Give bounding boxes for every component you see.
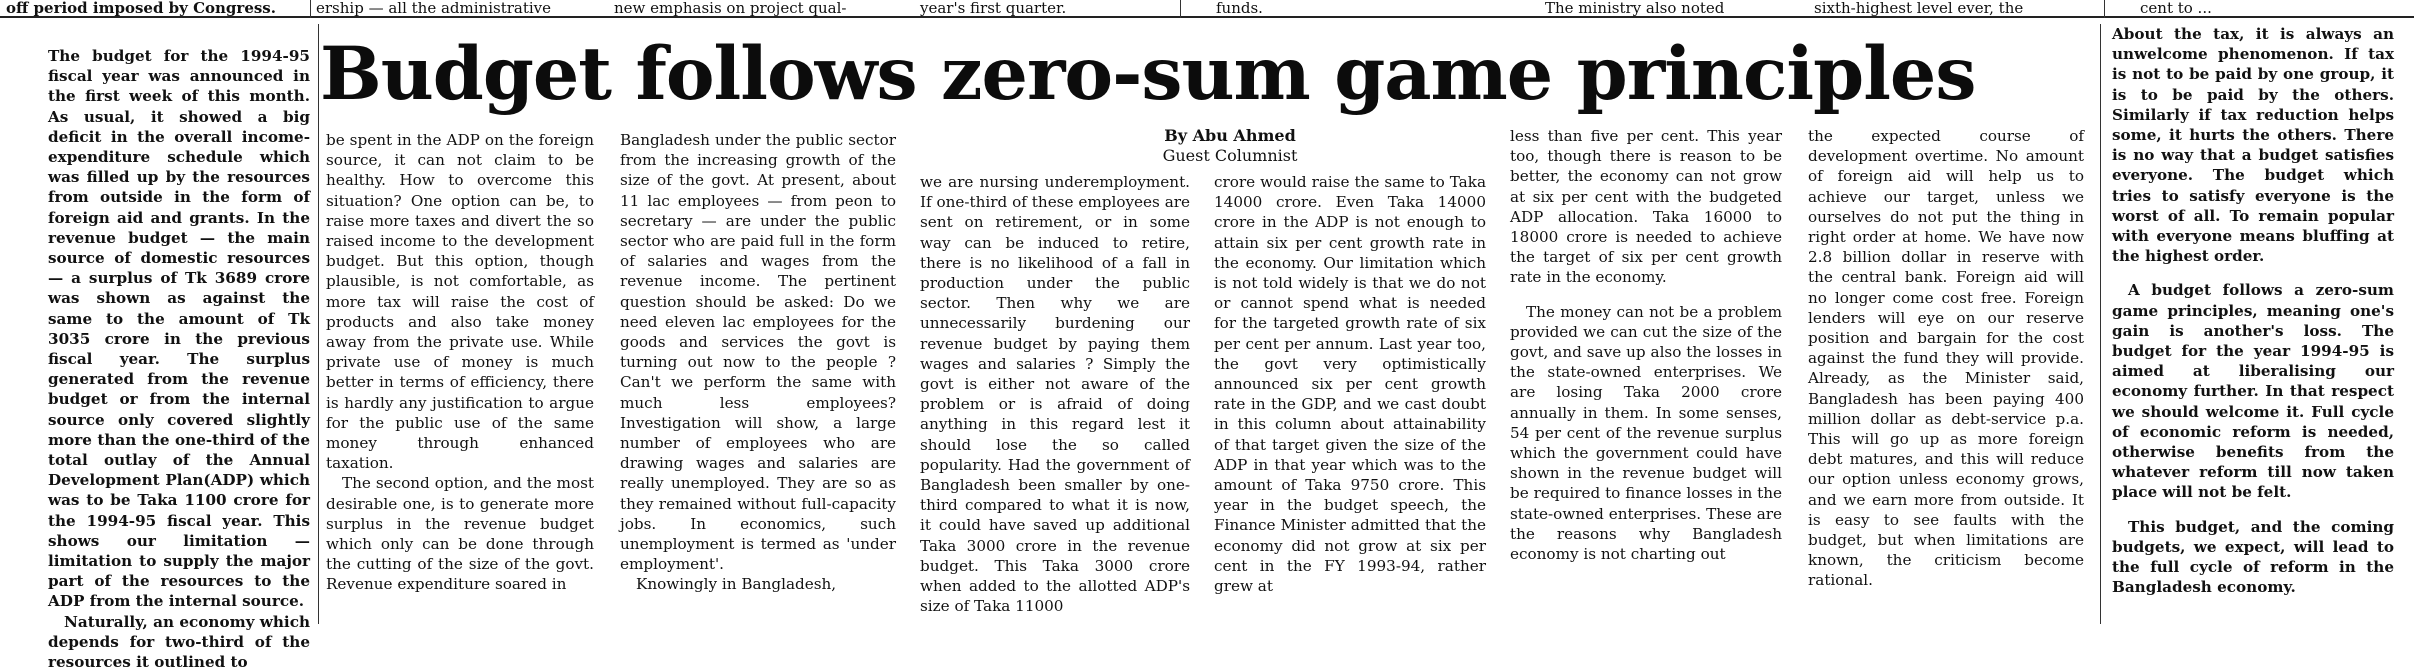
paragraph: The budget for the 1994-95 fiscal year was announced in the first week of this month. As usual, it showed a big deficit in the overall income-expenditure schedule which was filled up by the resources from outside in the form of foreign aid and grants. In the revenue budget — the main source of domestic resources — a surplus of Tk 3689 crore was shown as against the same to the amount of Tk 3035 crore in the previous fiscal year. The surplus generated from the revenue budget or from the internal source only covered slightly more than the one-third of the total outlay of the Annual Development Plan(ADP) which was to be Taka 1100 crore for the 1994-95 fiscal year. This shows our limitation — limitation to supply the major part of the resources to the ADP from the internal source. [48, 47, 310, 611]
paragraph: Bangladesh under the public sector from the increasing growth of the size of the govt. At present, about 11 lac employees — from peon to secretary — are under the public sector who are paid full in the form of salaries and wages from the revenue income. The pertinent question should be asked: Do we need eleven lac employees for the goods and services the govt is turning out now to the people ? Can't we perform the same with much less employees? Investigation will show, a large number of employees who are drawing wages and salaries are really unemployed. They are so as they remained without full-capacity jobs. In economics, such unemployment is termed as 'under employment'. [620, 131, 896, 574]
top-fragment: new emphasis on project qual- [614, 0, 847, 17]
article-column-4 [920, 172, 1190, 622]
top-fragment: off period imposed by Congress. [6, 0, 276, 17]
top-fragment: funds. [1216, 0, 1263, 17]
article-column-5 [1214, 172, 1486, 622]
article-column-1 [48, 46, 310, 672]
headline: Budget follows zero-sum game principles [320, 31, 1976, 117]
article-column-3 [620, 130, 896, 622]
top-fragment: The ministry also noted [1545, 0, 1725, 17]
byline [1100, 126, 1360, 170]
column-rule [318, 24, 319, 624]
column-rule [2100, 24, 2101, 624]
paragraph: the expected course of development overtime. No amount of foreign aid will help us to achieve our target, unless we ourselves do not put the thing in right order at home. We have now 2.8 billion dollar in reserve with the central bank. Foreign aid will no longer come cost free. Foreign lenders will eye on our reserve position and bargain for the cost against the fund they will provide. Already, as the Minister said, Bangladesh has been paying 400 million dollar as debt-service p.a. This will go up as more foreign debt matures, and this will reduce our option unless economy grows, and we earn more from outside. It is easy to see faults with the budget, but when limitations are known, the criticism become rational. [1808, 127, 2084, 590]
paragraph: Knowingly in Bangladesh, [636, 575, 837, 594]
paragraph: Naturally, an economy which depends for two-third of the resources it outlined to [48, 612, 310, 672]
column-rule [2104, 0, 2105, 18]
article-column-8 [2112, 24, 2394, 622]
byline-role: Guest Columnist [1162, 146, 1298, 165]
paragraph: we are nursing underemployment. If one-third of these employees are sent on retirement, or in some way can be induced to retire, there is no likelihood of a fall in production under the public sector. Then why we are unnecessarily burdening our revenue budget by paying them wages and salaries ? Simply the govt is either not aware of the problem or is afraid of doing anything in this regard lest it should lose the so called popularity. Had the government of Bangladesh been smaller by one-third compared to what it is now, it could have saved up additional Taka 3000 crore in the revenue budget. This Taka 3000 crore when added to the allotted ADP's size of Taka 11000 [920, 173, 1190, 616]
top-strip [0, 0, 2414, 18]
top-fragment: year's first quarter. [920, 0, 1067, 17]
column-rule [310, 0, 311, 18]
paragraph: The money can not be a problem provided we can cut the size of the govt, and save up also the losses in the state-owned enterprises. We are losing Taka 2000 crore annually in them. In some senses, 54 per cent of the revenue surplus which the government could have shown in the revenue budget will be required to finance losses in the state-owned enterprises. These are the reasons why Bangladesh economy is not charting out [1510, 302, 1782, 564]
article-column-6 [1510, 126, 1782, 622]
paragraph: About the tax, it is always an unwelcome phenomenon. If tax is not to be paid by one group, it is to be paid by the others. Similarly if tax reduction helps some, it hurts the others. There is no way that a budget satisfies everyone. The budget which tries to satisfy everyone is the worst of all. To remain popular with everyone means bluffing at the highest order. [2112, 25, 2394, 266]
top-fragment: cent to ... [2140, 0, 2212, 17]
byline-author: By Abu Ahmed [1164, 126, 1296, 145]
article-column-7 [1808, 126, 2084, 622]
paragraph: A budget follows a zero-sum game principles, meaning one's gain is another's loss. The budget for the year 1994-95 is aimed at liberalising our economy further. In that respect we should welcome it. Full cycle of economic reform is needed, otherwise benefits from the whatever reform till now taken place will not be felt. [2112, 281, 2394, 502]
paragraph: crore would raise the same to Taka 14000 crore. Even Taka 14000 crore in the ADP is not enough to attain six per cent growth rate in the economy. Our limitation which is not told widely is that we do not or cannot spend what is needed for the targeted growth rate of six per cent per annum. Last year too, the govt very optimistically announced six per cent growth rate in the GDP, and we cast doubt in this column about attainability of that target given the size of the ADP in that year which was to the amount of Taka 9750 crore. This year in the budget speech, the Finance Minister admitted that the economy did not grow at six per cent in the FY 1993-94, rather grew at [1214, 173, 1486, 596]
column-rule [1180, 0, 1181, 18]
paragraph: This budget, and the coming budgets, we expect, will lead to the full cycle of reform in the Bangladesh economy. [2112, 517, 2394, 597]
paragraph: less than five per cent. This year too, though there is reason to be better, the economy can not grow at six per cent with the budgeted ADP allocation. Taka 16000 to 18000 crore is needed to achieve the target of six per cent growth rate in the economy. [1510, 127, 1782, 287]
top-fragment: sixth-highest level ever, the [1814, 0, 2024, 17]
top-fragment: ership — all the administrative [316, 0, 552, 17]
paragraph: The second option, and the most desirable one, is to generate more surplus in the revenue budget which only can be done through the cutting of the size of the govt. Revenue expenditure soared in [326, 474, 594, 594]
article-column-2 [326, 130, 594, 622]
paragraph: be spent in the ADP on the foreign source, it can not claim to be healthy. How to overcome this situation? One option can be, to raise more taxes and divert the so raised income to the development budget. But this option, though plausible, is not comfortable, as more tax will raise the cost of products and also take money away from the private use. While private use of money is much better in terms of efficiency, there is hardly any justification to argue for the public use of the same money through enhanced taxation. [326, 131, 594, 473]
